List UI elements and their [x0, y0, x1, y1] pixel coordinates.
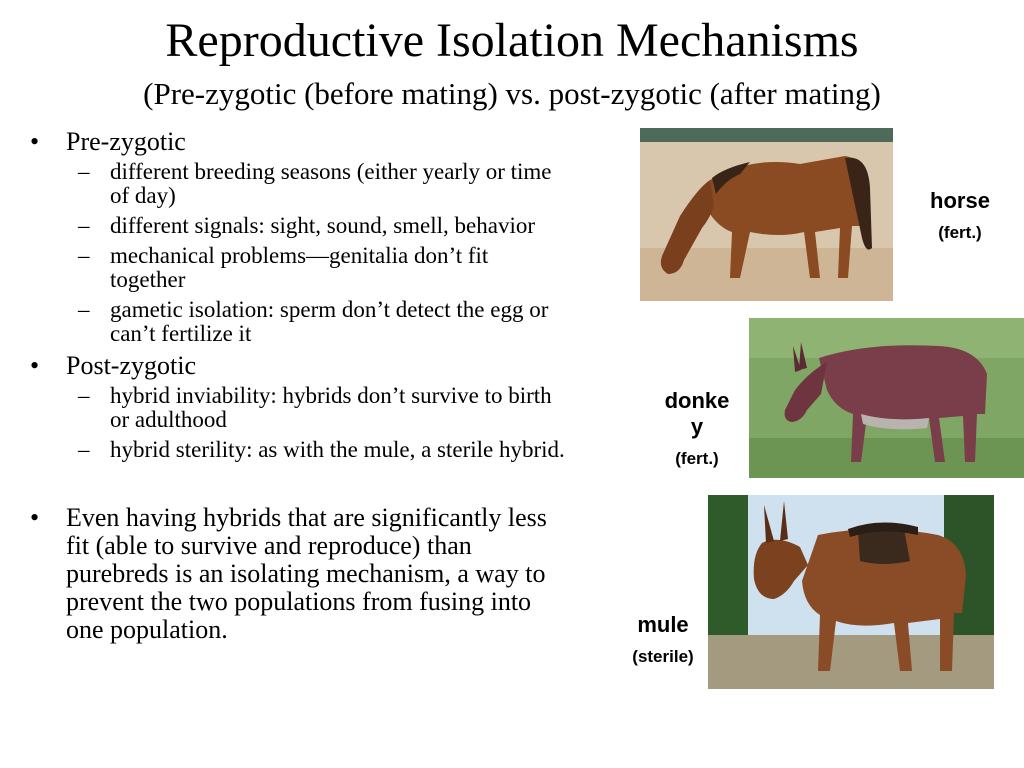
- sub-bullet: [66, 244, 568, 292]
- dash-icon: –: [78, 243, 90, 268]
- horse-name: horse: [930, 188, 990, 213]
- donkey-name-line1: donke: [664, 388, 730, 413]
- bullet-dot-icon: •: [30, 503, 40, 532]
- mule-label: [620, 612, 706, 668]
- sub-bullet: [66, 298, 568, 346]
- dash-icon: –: [78, 213, 90, 238]
- bullet-post-zygotic: [28, 352, 568, 462]
- bullet-pre-zygotic: [28, 128, 568, 346]
- sub-bullet: [66, 160, 568, 208]
- sub-bullet: [66, 438, 568, 462]
- bullet-text: Even having hybrids that are significantly less fit (able to survive and reproduce) than purebreds is an isolating mechanism, a way to prevent the two populations from fusing into one population.: [66, 503, 547, 644]
- dash-icon: –: [78, 297, 90, 322]
- donkey-fertility: (fert.): [675, 449, 719, 468]
- donkey-label: [650, 388, 744, 470]
- sub-bullet-text: gametic isolation: sperm don’t detect the egg or can’t fertilize it: [110, 297, 549, 346]
- horse-fertility: (fert.): [938, 223, 982, 242]
- bullet-dot-icon: •: [30, 127, 40, 156]
- mule-fertility: (sterile): [632, 647, 694, 666]
- sub-bullet-text: different signals: sight, sound, smell, behavior: [110, 213, 536, 238]
- sub-bullet-text: mechanical problems—genitalia don’t fit together: [110, 243, 489, 292]
- sub-bullet: [66, 384, 568, 432]
- bullet-dot-icon: •: [30, 351, 40, 380]
- dash-icon: –: [78, 437, 90, 462]
- donkey-name-line2: y: [690, 414, 704, 439]
- bullet-text: Post-zygotic: [66, 351, 196, 380]
- sub-bullet-text: hybrid sterility: as with the mule, a sterile hybrid.: [110, 437, 565, 462]
- horse-photo: [640, 128, 893, 301]
- dash-icon: –: [78, 383, 90, 408]
- spacer: [28, 468, 568, 504]
- mule-photo: [708, 495, 994, 689]
- mule-name: mule: [637, 612, 689, 637]
- sub-bullet-text: hybrid inviability: hybrids don’t survive to birth or adulthood: [110, 383, 552, 432]
- bullet-list: [28, 128, 568, 644]
- dash-icon: –: [78, 159, 90, 184]
- bullet-summary: [28, 504, 568, 644]
- sub-bullet-text: different breeding seasons (either yearly or time of day): [110, 159, 552, 208]
- bullet-text: Pre-zygotic: [66, 127, 186, 156]
- sub-bullet: [66, 214, 568, 238]
- slide-title: Reproductive Isolation Mechanisms: [165, 14, 859, 67]
- donkey-photo: [749, 318, 1024, 478]
- horse-label: [918, 188, 1002, 244]
- slide-subtitle: (Pre-zygotic (before mating) vs. post-zygotic (after mating): [143, 76, 881, 111]
